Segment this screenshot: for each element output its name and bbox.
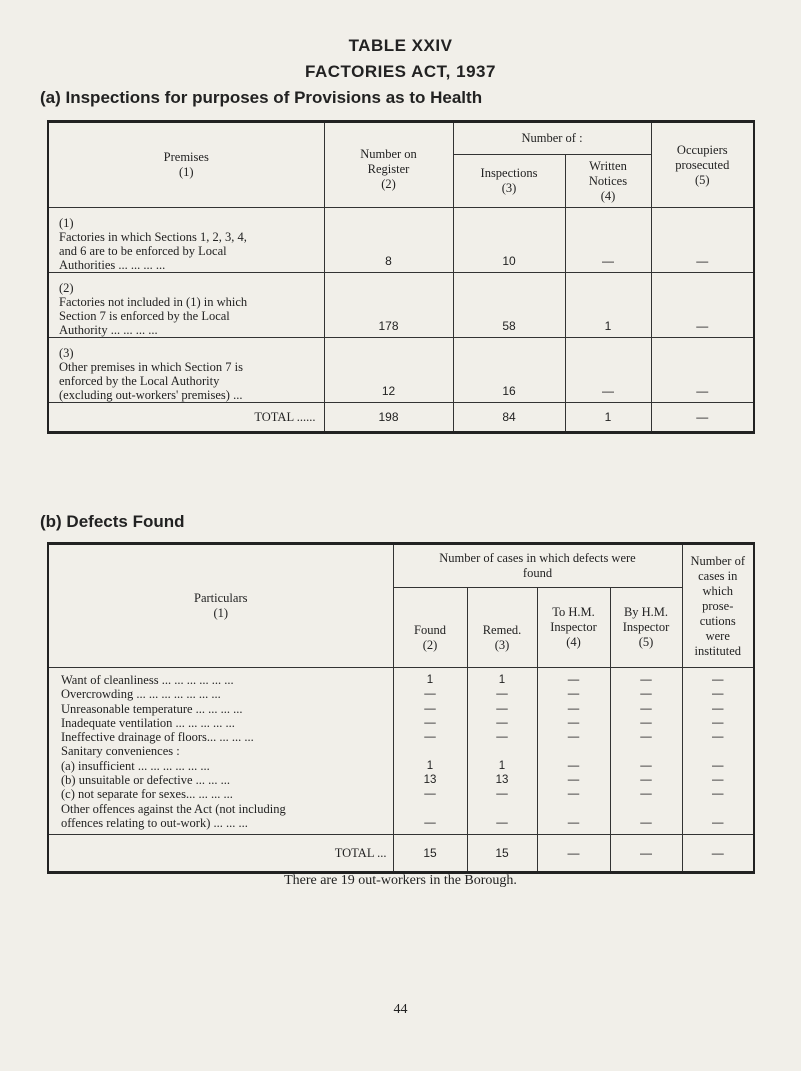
total-inspections: 84 (453, 403, 565, 433)
particular-row: Want of cleanliness ... ... ... ... ... ... (61, 673, 234, 687)
premises-cell: (2) Factories not included in (1) in which Section 7 is enforced by the Local Authority ... ... ... ... (48, 273, 324, 338)
particular-row: (b) unsuitable or defective ... ... ... (61, 773, 231, 788)
table-title: TABLE XXIV (348, 36, 453, 55)
inspections-cell: 58 (453, 273, 565, 338)
by-hm-header: By H.M. Inspector (5) (610, 588, 682, 668)
total-row (48, 403, 754, 433)
inspections-table (47, 120, 755, 434)
total-register: 198 (324, 403, 453, 433)
particulars-list (48, 668, 393, 835)
defects-table (47, 542, 755, 874)
register-cell: 178 (324, 273, 453, 338)
total-label: TOTAL ... (48, 835, 393, 873)
occupiers-cell: — (651, 338, 754, 403)
by-hm-column: — — — — — — — — — (610, 668, 682, 835)
particular-row: Other offences against the Act (not including (61, 801, 286, 816)
register-cell: 8 (324, 208, 453, 273)
particular-row: Ineffective drainage of floors... ... ... ... (61, 730, 254, 745)
total-by-hm: — (610, 835, 682, 873)
notices-header: Written Notices (4) (565, 155, 651, 208)
table-row (48, 273, 754, 338)
total-prosecutions: — (682, 835, 754, 873)
found-column: 1 — — — — 1 13 — — (393, 668, 467, 835)
section-a-heading: (a) Inspections for purposes of Provisions as to Health (40, 88, 483, 107)
total-row (48, 835, 754, 873)
page-number: 44 (393, 1002, 408, 1017)
notices-cell: — (565, 338, 651, 403)
notices-cell: 1 (565, 273, 651, 338)
particular-row: Overcrowding ... ... ... ... ... ... ... (61, 687, 221, 702)
total-to-hm: — (537, 835, 610, 873)
notices-cell: — (565, 208, 651, 273)
to-hm-header: To H.M. Inspector (4) (537, 588, 610, 668)
found-header: Found (2) (393, 588, 467, 668)
inspections-cell: 10 (453, 208, 565, 273)
particular-row: Inadequate ventilation ... ... ... ... ... (61, 715, 235, 730)
outworkers-note: There are 19 out-workers in the Borough. (284, 873, 517, 888)
occupiers-cell: — (651, 208, 754, 273)
table-row (48, 208, 754, 273)
defects-group-header: Number of cases in which defects were found (393, 544, 682, 588)
register-cell: 12 (324, 338, 453, 403)
occupiers-cell: — (651, 273, 754, 338)
remed-header: Remed. (3) (467, 588, 537, 668)
number-of-header: Number of : (453, 122, 651, 155)
total-found: 15 (393, 835, 467, 873)
table-row (48, 338, 754, 403)
premises-header: Premises (1) (48, 122, 324, 208)
total-occupiers: — (651, 403, 754, 433)
section-b-heading: (b) Defects Found (40, 512, 185, 531)
particular-row: Unreasonable temperature ... ... ... ... (61, 701, 243, 716)
inspections-cell: 16 (453, 338, 565, 403)
particular-row: (c) not separate for sexes... ... ... ... (61, 787, 233, 802)
prosecutions-column: — — — — — — — — — (682, 668, 754, 835)
inspections-header: Inspections (3) (453, 155, 565, 208)
total-label: TOTAL ...... (48, 403, 324, 433)
occupiers-header: Occupiers prosecuted (5) (651, 122, 754, 208)
total-notices: 1 (565, 403, 651, 433)
remed-column: 1 — — — — 1 13 — — (467, 668, 537, 835)
premises-cell: (3) Other premises in which Section 7 is enforced by the Local Authority (excluding out-workers' premises) ... (48, 338, 324, 403)
particulars-header: Particulars (1) (48, 544, 393, 668)
defects-body (48, 668, 754, 835)
particular-row: offences relating to out-work) ... ... ... (61, 815, 248, 830)
total-remed: 15 (467, 835, 537, 873)
prosecutions-header: Number of cases in which prose-cutions were instituted (682, 544, 754, 668)
particular-row: Sanitary conveniences : (61, 744, 180, 759)
particular-row: (a) insufficient ... ... ... ... ... ... (61, 758, 210, 773)
premises-cell: (1) Factories in which Sections 1, 2, 3, 4, and 6 are to be enforced by Local Authorities ... ... ... ... (48, 208, 324, 273)
table-subtitle: FACTORIES ACT, 1937 (305, 62, 496, 81)
register-header: Number on Register (2) (324, 122, 453, 208)
to-hm-column: — — — — — — — — — (537, 668, 610, 835)
